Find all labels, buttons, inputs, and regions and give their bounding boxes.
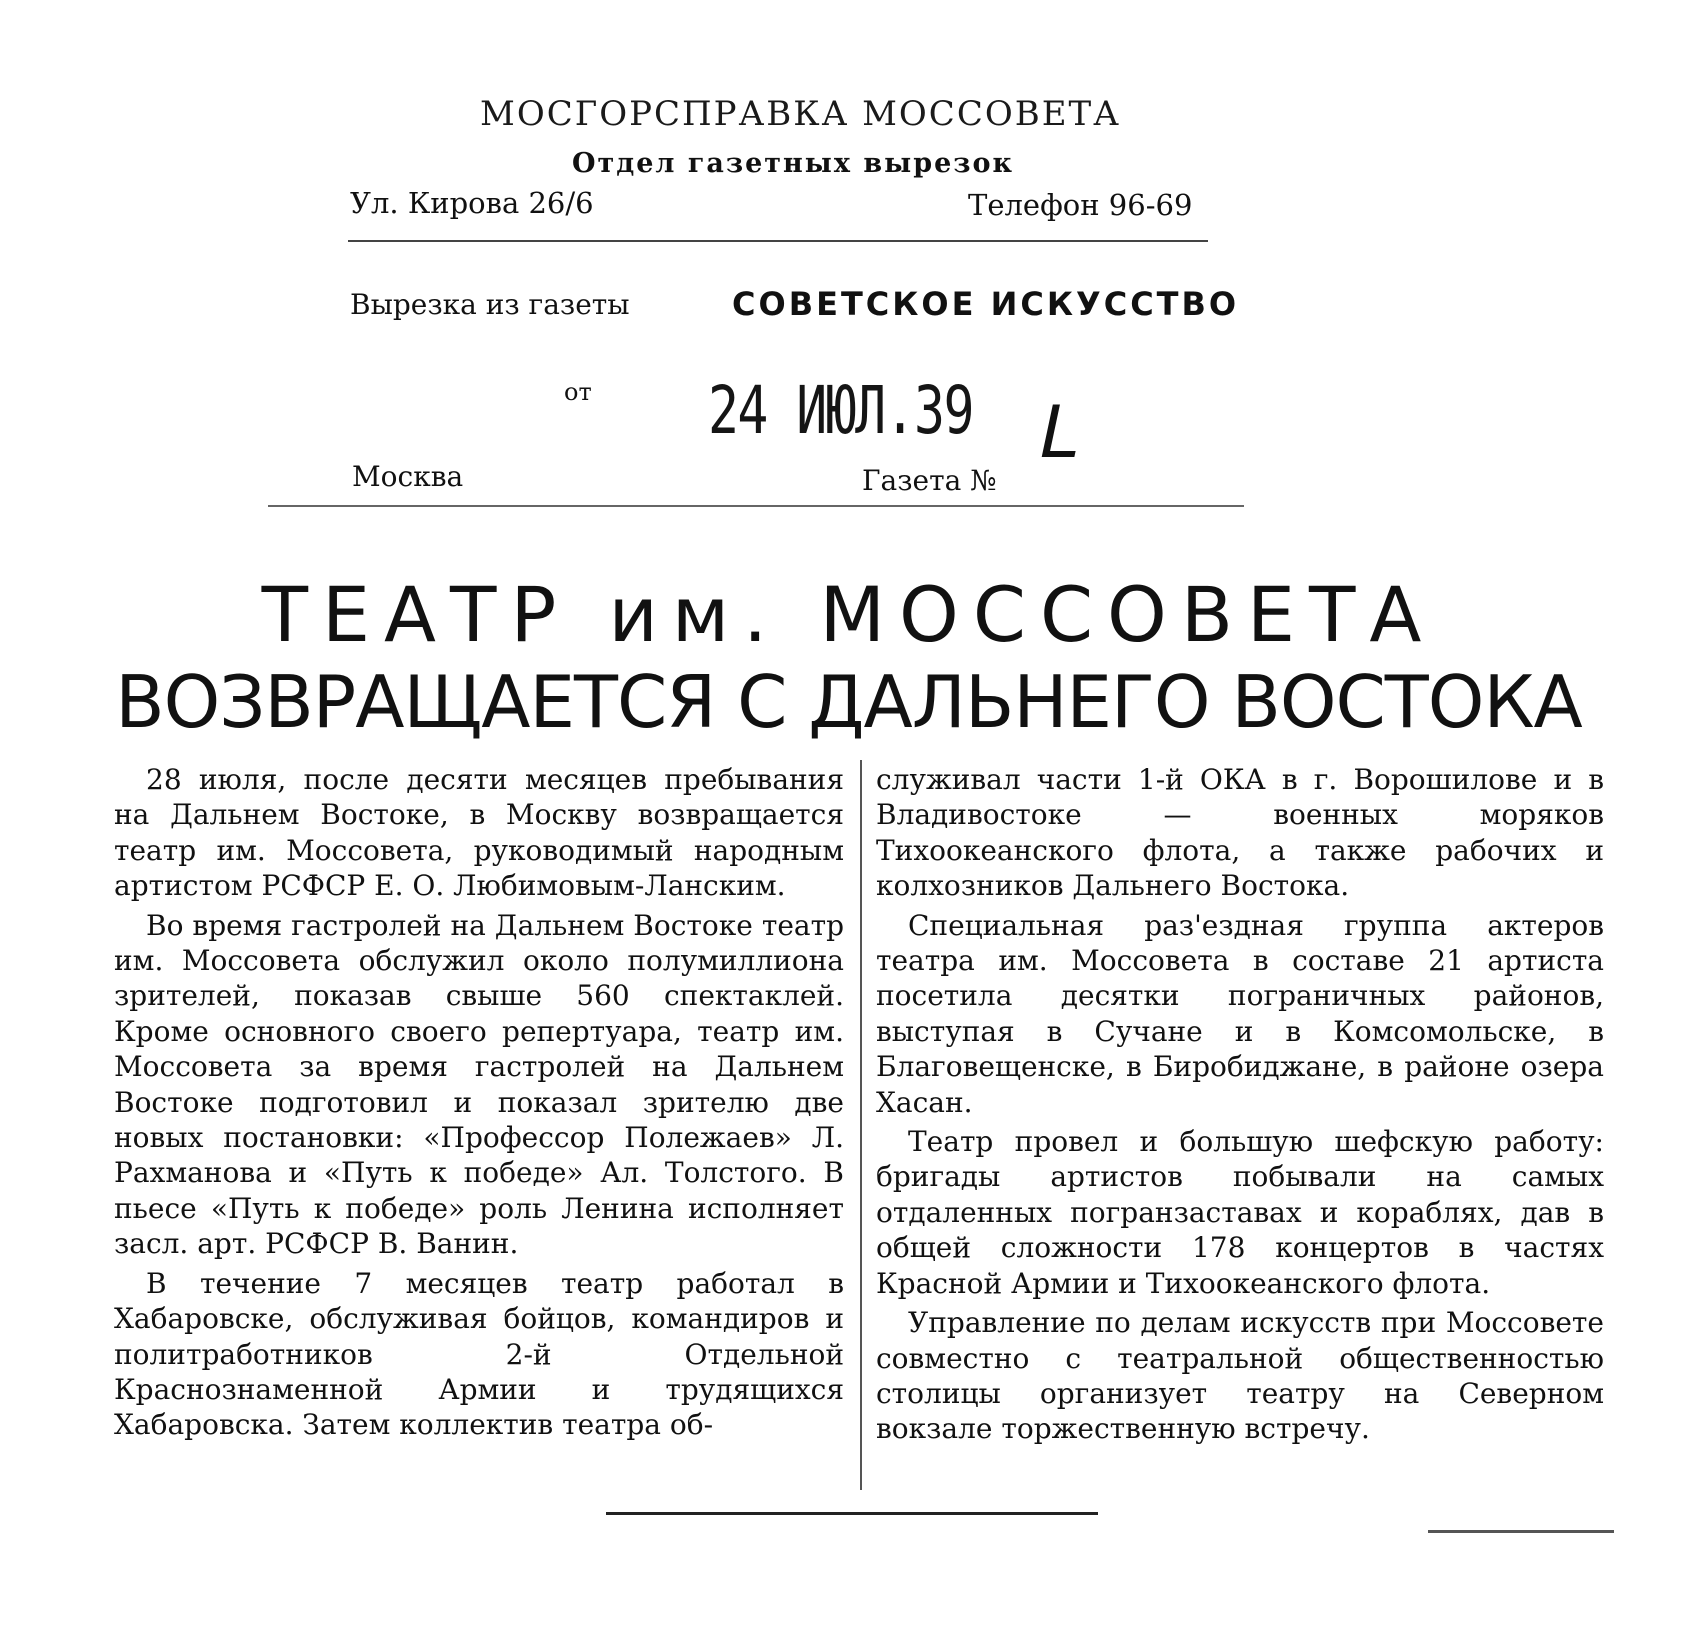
article-column-1: [114, 762, 844, 1447]
header-bottom-rule: [268, 505, 1244, 507]
date-from-label: от: [564, 378, 592, 406]
department-name: Отдел газетных вырезок: [572, 148, 1014, 179]
paragraph: служивал части 1-й ОКА в г. Ворошилове и в Владивостоке — военных моряков Тихоокеанского флота, а также рабочих и колхозников Дальнего Востока.: [876, 763, 1604, 903]
paragraph: Театр провел и большую шефскую работу: бригады артистов побывали на самых отдаленных погранзаставах и кораблях, дав в общей сложности 178 концертов в частях Красной Армии и Тихоокеанского флота.: [876, 1125, 1604, 1300]
agency-name: МОСГОРСПРАВКА МОССОВЕТА: [480, 94, 1121, 134]
gazette-number-label: Газета №: [862, 464, 997, 497]
date-stamp: 24 ИЮЛ.39: [708, 372, 973, 449]
paragraph: В течение 7 месяцев театр работал в Хабаровске, обслуживая бойцов, командиров и политработников 2-й Отдельной Краснознаменной Армии и трудящихся Хабаровска. Затем коллектив театра об-: [114, 1266, 844, 1442]
newspaper-name: СОВЕТСКОЕ ИСКУССТВО: [732, 285, 1240, 323]
paragraph: 28 июля, после десяти месяцев пребывания на Дальнем Востоке, в Москву возвращается театр им. Моссовета, руководимый народным артистом РСФСР Е. О. Любимовым-Ланским.: [114, 763, 844, 903]
stamp-mark: L: [1031, 390, 1090, 474]
article-column-2: [876, 762, 1604, 1451]
header-divider: [348, 240, 1208, 242]
paragraph: Во время гастролей на Дальнем Востоке театр им. Моссовета обслужил около полумиллиона зрителей, показав свыше 560 спектаклей. Кроме основного своего репертуара, театр им. Моссовета за время гастролей на Дальнем Востоке подготовил и показал зрителю две новых постановки: «Профессор Полежаев» Л. Рахманова и «Путь к победе» Ал. Толстого. В пьесе «Путь к победе» роль Ленина исполняет засл. арт. РСФСР В. Ванин.: [114, 908, 844, 1261]
clipping-label: Вырезка из газеты: [350, 288, 630, 321]
column-divider: [860, 760, 862, 1490]
city: Москва: [352, 460, 464, 493]
end-rule: [606, 1512, 1098, 1515]
headline-line-2: ВОЗВРАЩАЕТСЯ С ДАЛЬНЕГО ВОСТОКА: [115, 660, 1582, 744]
headline-line-1: ТЕАТР им. МОССОВЕТА: [261, 570, 1436, 659]
phone: Телефон 96-69: [968, 188, 1193, 222]
address: Ул. Кирова 26/6: [350, 186, 594, 220]
end-rule-short: [1428, 1530, 1614, 1533]
paragraph: Управление по делам искусств при Моссовете совместно с театральной общественностью столицы организует театру на Северном вокзале торжественную встречу.: [876, 1306, 1604, 1446]
paragraph: Специальная раз'ездная группа актеров театра им. Моссовета в составе 21 артиста посетила десятки пограничных районов, выступая в Сучане и в Комсомольске, в Благовещенске, в Биробиджане, в районе озера Хасан.: [876, 908, 1604, 1119]
